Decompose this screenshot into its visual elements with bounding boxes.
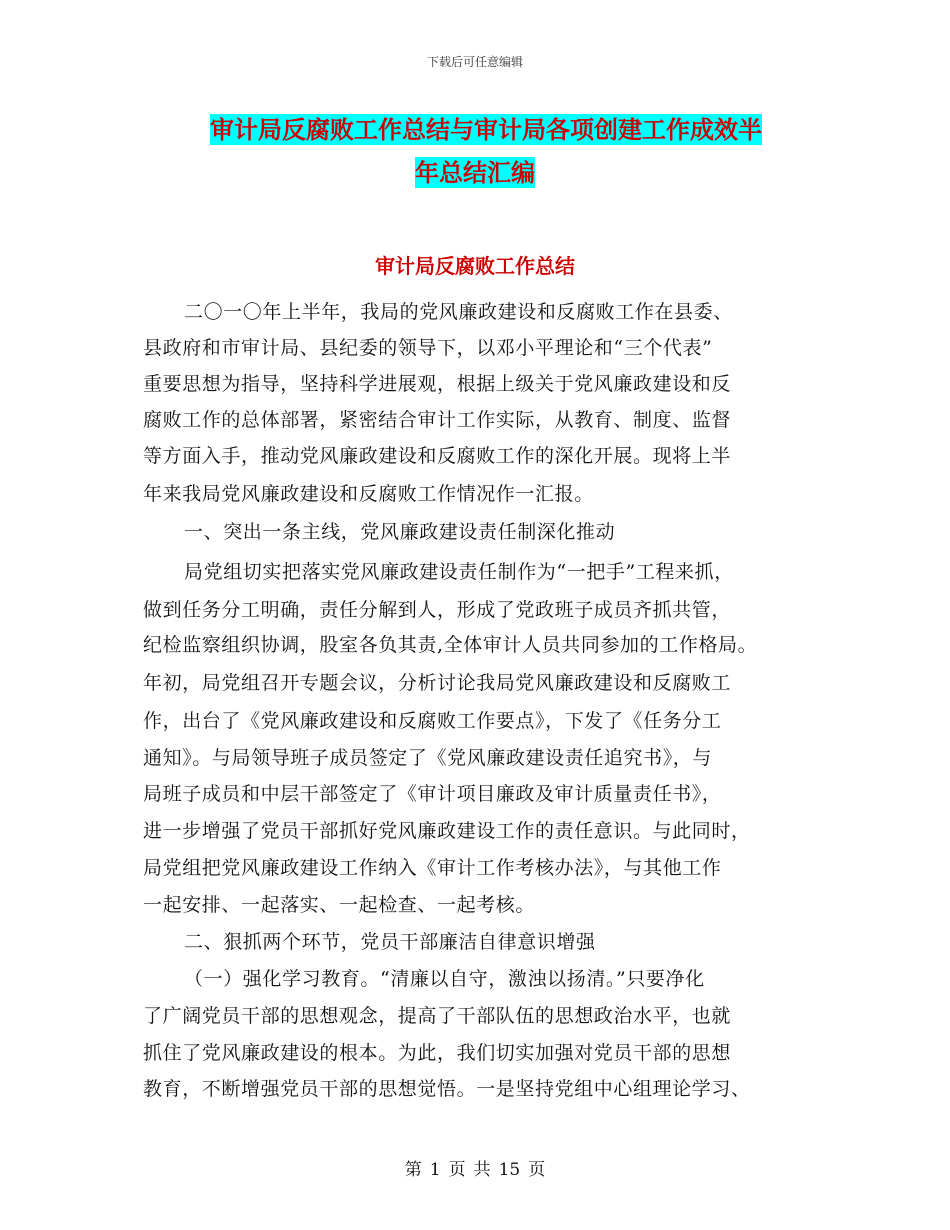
body-line: 教育，不断增强党员干部的思想觉悟。一是坚持党组中心组理论学习、 (143, 1078, 751, 1100)
body-line: 年初，局党组召开专题会议，分析讨论我局党风廉政建设和反腐败工 (143, 672, 732, 694)
body-line: 局班子成员和中层干部签定了《审计项目廉政及审计质量责任书》， (143, 783, 722, 805)
footer-di: 第 (404, 1160, 422, 1180)
body-line: 一起安排、一起落实、一起检查、一起考核。 (143, 894, 536, 916)
body-line: 局党组切实把落实党风廉政建设责任制作为“一把手”工程来抓， (184, 561, 734, 583)
body-line: （一）强化学习教育。“清廉以自守，激浊以扬清。”只要净化 (184, 968, 705, 990)
body-line: 腐败工作的总体部署，紧密结合审计工作实际，从教育、制度、监督 (143, 409, 732, 431)
body-line: 进一步增强了党员干部抓好党风廉政建设工作的责任意识。与此同时， (143, 820, 751, 842)
body-line: 局党组把党风廉政建设工作纳入《审计工作考核办法》，与其他工作 (143, 857, 722, 879)
body-line: 了广阔党员干部的思想观念，提高了干部队伍的思想政治水平，也就 (143, 1005, 732, 1027)
body-line: 做到任务分工明确，责任分解到人，形成了党政班子成员齐抓共管， (143, 599, 732, 621)
body-line: 县政府和市审计局、县纪委的领导下，以邓小平理论和“三个代表” (143, 337, 713, 359)
footer-ye: 页 (528, 1160, 546, 1180)
body-line: 等方面入手，推动党风廉政建设和反腐败工作的深化开展。现将上半 (143, 445, 732, 467)
document-title-line2: 年总结汇编 (415, 158, 535, 187)
body-line: 纪检监察组织协调，股室各负其责,全体审计人员共同参加的工作格局。 (143, 634, 758, 656)
body-line: 二、狠抓两个环节，党员干部廉洁自律意识增强 (184, 931, 596, 953)
document-title-line1: 审计局反腐败工作总结与审计局各项创建工作成效半 (210, 115, 762, 144)
body-line: 重要思想为指导，坚持科学进展观，根据上级关于党风廉政建设和反 (143, 373, 732, 395)
body-line: 通知》。与局领导班子成员签定了《党风廉政建设责任追究书》，与 (143, 747, 713, 769)
footer-ye: 页 (448, 1160, 466, 1180)
footer-total-pages: 15 (498, 1160, 521, 1180)
section-title: 审计局反腐败工作总结 (375, 254, 575, 278)
page-header: 下载后可任意编辑 (426, 55, 523, 69)
body-line: 二〇一〇年上半年，我局的党风廉政建设和反腐败工作在县委、 (184, 301, 733, 323)
footer-page-number: 1 (429, 1160, 441, 1180)
body-line: 抓住了党风廉政建设的根本。为此，我们切实加强对党员干部的思想 (143, 1042, 732, 1064)
body-line: 一、突出一条主线，党风廉政建设责任制深化推动 (184, 521, 616, 543)
page-footer (0, 1155, 950, 1180)
footer-gong: 共 (473, 1160, 491, 1180)
body-line: 作，出台了《党风廉政建设和反腐败工作要点》，下发了《任务分工 (143, 710, 722, 732)
body-line: 年来我局党风廉政建设和反腐败工作情况作一汇报。 (143, 483, 594, 505)
